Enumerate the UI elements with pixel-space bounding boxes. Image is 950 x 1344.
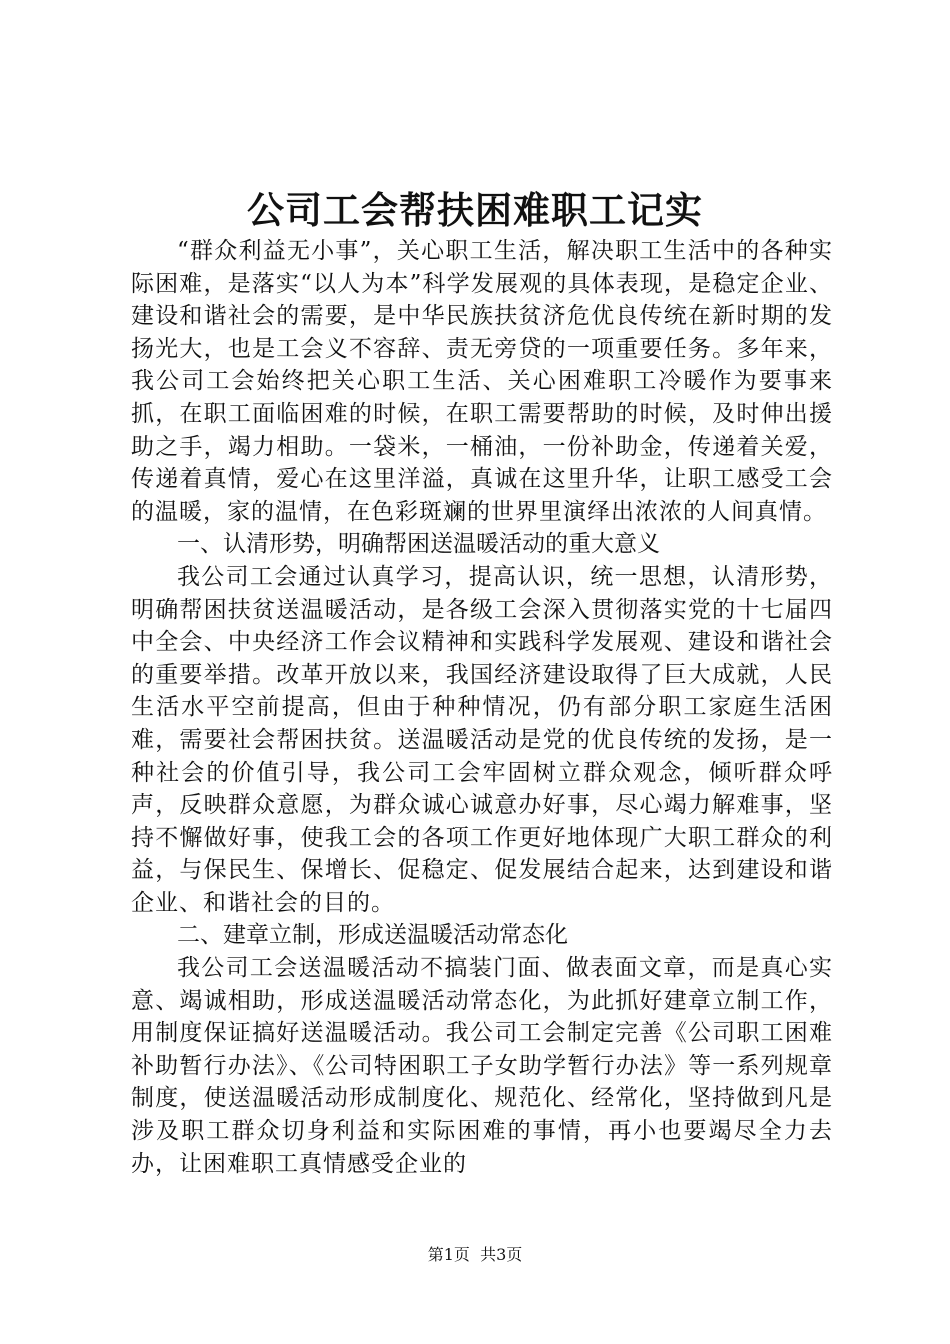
paragraph-intro: “群众利益无小事”，关心职工生活，解决职工生活中的各种实际困难，是落实“以人为本”科学发展观的具体表现，是稳定企业、建设和谐社会的需要，是中华民族扶贫济危优良传统在新时期的发扬光大，也是工会义不容辞、责无旁贷的一项重要任务。多年来，我公司工会始终把关心职工生活、关心困难职工冷暖作为要事来抓，在职工面临困难的时候，在职工需要帮助的时候，及时伸出援助之手，竭力相助。一袋米，一桶油，一份补助金，传递着关爱，传递着真情，爱心在这里洋溢，真诚在这里升华，让职工感受工会的温暖，家的温情，在色彩斑斓的世界里演绎出浓浓的人间真情。	[131, 238, 833, 525]
section-heading-2: 二、建章立制，形成送温暖活动常态化	[177, 922, 568, 949]
footer-total-label: 共	[480, 1245, 497, 1264]
footer-page-current: 1	[443, 1245, 454, 1264]
paragraph-section-1: 我公司工会通过认真学习，提高认识，统一思想，认清形势，明确帮困扶贫送温暖活动，是各级工会深入贯彻落实党的十七届四中全会、中央经济工作会议精神和实践科学发展观、建设和谐社会的重要举措。改革开放以来，我国经济建设取得了巨大成就，人民生活水平空前提高，但由于种种情况，仍有部分职工家庭生活困难，需要社会帮困扶贫。送温暖活动是党的优良传统的发扬，是一种社会的价值引导，我公司工会牢固树立群众观念，倾听群众呼声，反映群众意愿，为群众诚心诚意办好事，尽心竭力解难事，坚持不懈做好事，使我工会的各项工作更好地体现广大职工群众的利益，与保民生、保增长、促稳定、促发展结合起来，达到建设和谐企业、和谐社会的目的。	[131, 563, 833, 916]
document-body	[131, 235, 833, 1180]
paragraph-section-2: 我公司工会送温暖活动不搞装门面、做表面文章，而是真心实意、竭诚相助，形成送温暖活动常态化，为此抓好建章立制工作，用制度保证搞好送温暖活动。我公司工会制定完善《公司职工困难补助暂行办法》、《公司特困职工子女助学暂行办法》等一系列规章制度，使送温暖活动形成制度化、规范化、经常化，坚持做到凡是涉及职工群众切身利益和实际困难的事情，再小也要竭尽全力去办，让困难职工真情感受企业的	[131, 955, 833, 1177]
footer-spacer	[470, 1245, 480, 1264]
page-footer	[0, 1244, 950, 1266]
footer-page-unit: 页	[453, 1245, 470, 1264]
footer-page-total: 3	[496, 1245, 507, 1264]
footer-total-unit: 页	[506, 1245, 523, 1264]
footer-page-label: 第	[427, 1245, 444, 1264]
document-title: 公司工会帮扶困难职工记实	[247, 188, 703, 232]
section-heading-1: 一、认清形势，明确帮困送温暖活动的重大意义	[177, 531, 660, 558]
